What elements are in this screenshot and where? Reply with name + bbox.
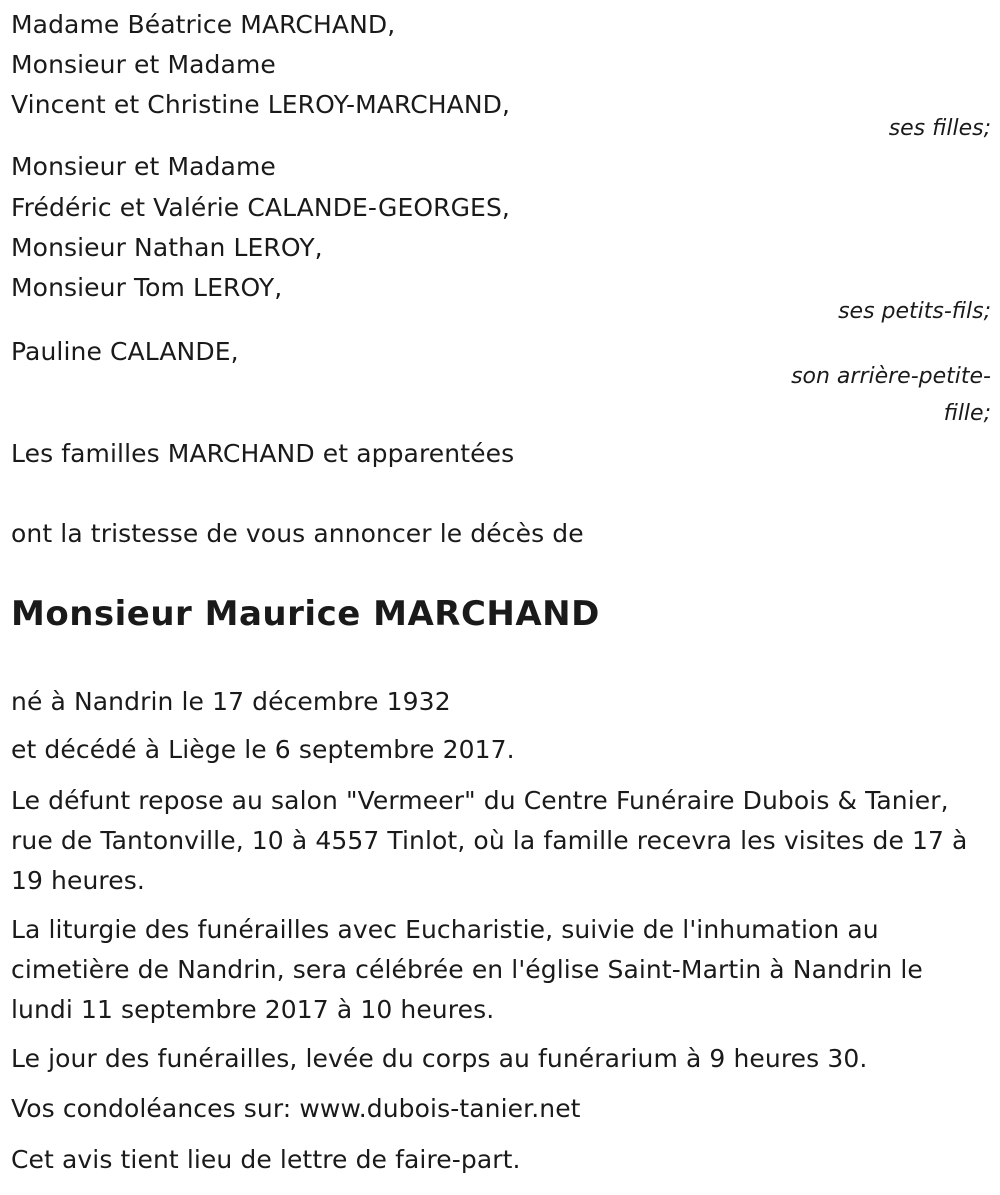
family-line-grandchild-3: Monsieur Nathan LEROY, [11,233,323,262]
announcement-text: ont la tristesse de vous annoncer le décès de [11,519,584,548]
family-line-grandchild-1: Monsieur et Madame [11,152,276,181]
role-daughters: ses filles; [888,116,991,141]
repose-info: Le défunt repose au salon "Vermeer" du Centre Funéraire Dubois & Tanier, rue de Tantonville, 10 à 4557 Tinlot, où la famille recevra les visites de 17 à 19 heures. [11,786,968,895]
family-line-daughter-3: Vincent et Christine LEROY-MARCHAND, [11,90,511,119]
family-line-grandchild-2: Frédéric et Valérie CALANDE-GEORGES, [11,193,510,222]
condolences-line [11,1089,581,1129]
family-line-great-grandchild: Pauline CALANDE, [11,337,239,366]
condolences-link[interactable]: www.dubois-tanier.net [299,1094,581,1123]
role-great-grandchild-line2: fille; [943,401,991,426]
family-line-relatives: Les familles MARCHAND et apparentées [11,439,515,468]
family-line-daughter-2: Monsieur et Madame [11,50,276,79]
deceased-name: Monsieur Maurice MARCHAND [11,594,600,634]
role-great-grandchild-line1: son arrière-petite- [791,364,991,389]
family-line-grandchild-4: Monsieur Tom LEROY, [11,273,283,302]
family-line-daughter-1: Madame Béatrice MARCHAND, [11,10,396,39]
birth-info: né à Nandrin le 17 décembre 1932 [11,687,451,716]
notice-text: Cet avis tient lieu de lettre de faire-part. [11,1145,521,1174]
death-info: et décédé à Liège le 6 septembre 2017. [11,735,515,764]
condolences-label: Vos condoléances sur: [11,1094,300,1123]
role-grandchildren: ses petits-fils; [838,299,991,324]
levee-info: Le jour des funérailles, levée du corps au funérarium à 9 heures 30. [11,1044,868,1073]
liturgy-info: La liturgie des funérailles avec Eucharistie, suivie de l'inhumation au cimetière de Nandrin, sera célébrée en l'église Saint-Martin à Nandrin le lundi 11 septembre 2017 à 10 heures. [11,915,923,1024]
